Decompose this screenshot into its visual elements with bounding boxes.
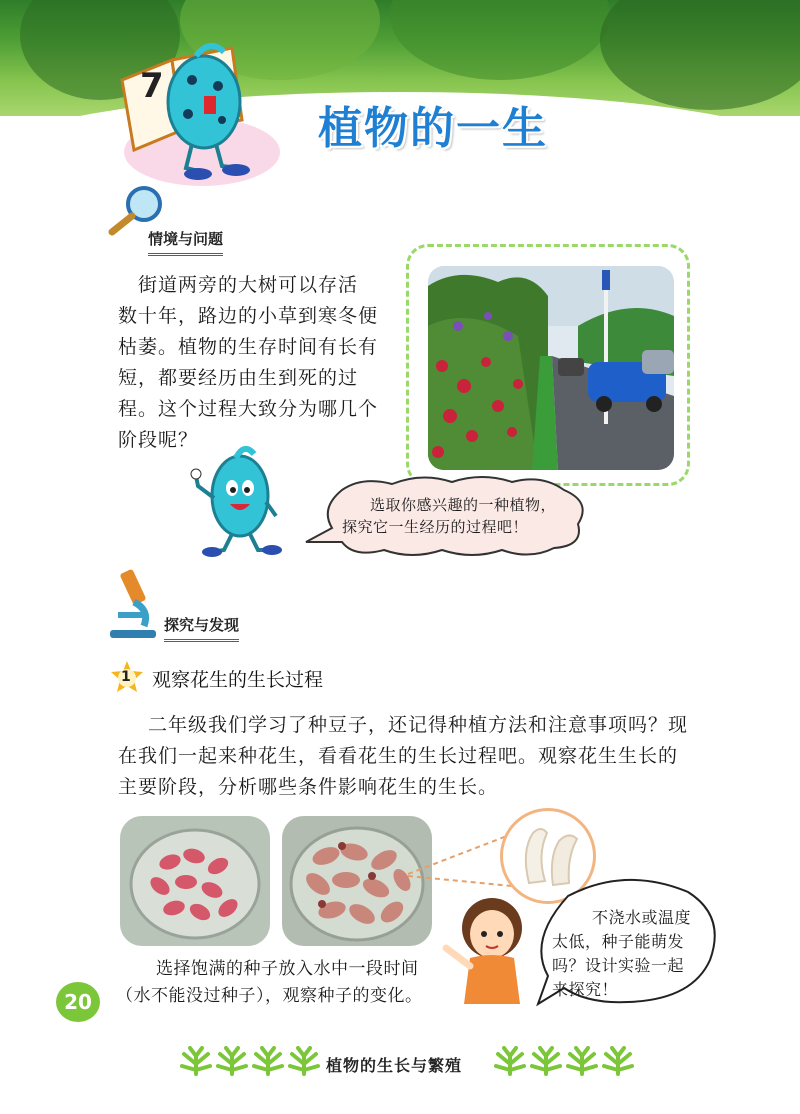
leaf-icon <box>286 1046 322 1076</box>
bubble-line: 探究它一生经历的过程吧！ <box>342 518 529 536</box>
step1-line: 主要阶段，分析哪些条件影响花生的生长。 <box>118 776 499 798</box>
step1-line: 二年级我们学习了种豆子，还记得种植方法和注意事项吗？现 <box>148 714 689 736</box>
leaf-icon <box>178 1046 214 1076</box>
page-title: 植物的一生 <box>318 103 548 154</box>
intro-line: 枯萎。植物的生存时间有长有 <box>118 336 379 358</box>
footer-unit-title: 植物的生长与繁殖 <box>326 1056 463 1075</box>
speech-bubble-1 <box>342 494 582 538</box>
intro-line: 程。这个过程大致分为哪几个 <box>118 398 379 420</box>
bubble-line: 不浇水或温度 <box>592 908 692 927</box>
caption-line: 选择饱满的种子放入水中一段时间 <box>156 959 419 979</box>
mascot-pointing-illustration <box>188 446 288 558</box>
intro-line: 街道两旁的大树可以存活 <box>138 274 359 296</box>
page-number: 20 <box>56 982 100 1022</box>
intro-line: 短，都要经历由生到死的过 <box>118 367 359 389</box>
foliage-shape <box>390 0 610 80</box>
bubble-line: 选取你感兴趣的一种植物， <box>370 496 557 514</box>
photo-caption <box>116 956 456 1010</box>
leaf-icon <box>600 1046 636 1076</box>
leaf-icon <box>528 1046 564 1076</box>
caption-line: （水不能没过种子），观察种子的变化。 <box>116 986 423 1006</box>
leaf-icon <box>492 1046 528 1076</box>
mascot-book-illustration <box>112 40 282 190</box>
dry-seeds-photo <box>120 816 270 946</box>
intro-paragraph <box>118 270 400 456</box>
leaf-icon <box>564 1046 600 1076</box>
bubble-line: 来探究！ <box>552 980 619 999</box>
section-title-situation: 情境与问题 <box>148 228 223 256</box>
leaf-icon <box>250 1046 286 1076</box>
intro-line: 阶段呢？ <box>118 429 199 451</box>
step1-line: 在我们一起来种花生，看看花生的生长过程吧。观察花生生长的 <box>118 745 679 767</box>
step1-paragraph <box>118 710 718 803</box>
microscope-icon <box>104 566 164 642</box>
step-title: 观察花生的生长过程 <box>152 669 324 691</box>
speech-bubble-2 <box>552 906 712 1002</box>
section-title-explore: 探究与发现 <box>164 614 239 642</box>
bubble-line: 太低，种子能萌发 <box>552 932 685 951</box>
step-number: 1 <box>121 669 131 685</box>
leaf-icon <box>214 1046 250 1076</box>
foliage-shape <box>600 0 800 110</box>
chapter-number: 7 <box>140 66 164 106</box>
intro-line: 数十年，路边的小草到寒冬便 <box>118 305 379 327</box>
street-trees-photo <box>428 266 674 470</box>
bubble-line: 吗？设计实验一起 <box>552 956 685 975</box>
